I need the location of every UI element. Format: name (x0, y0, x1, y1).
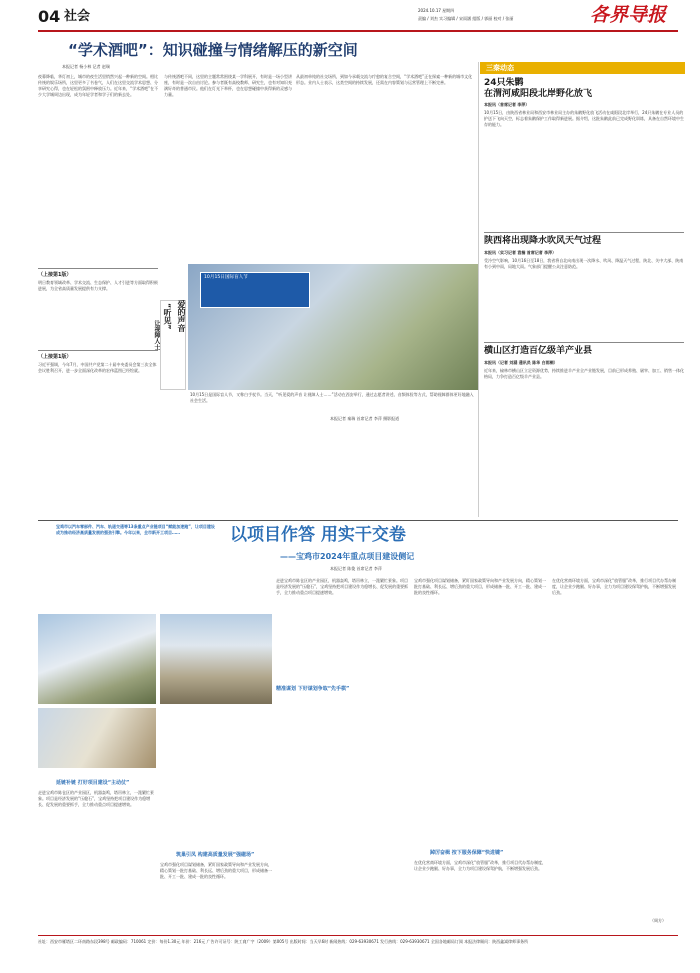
page-editors: 责编 / 刘杰 实习编辑 / 宋雨涵 组版 / 郭丽 校对 / 张丽 (418, 16, 514, 21)
news-item1-label: （上接第1版） (38, 272, 72, 278)
article2-lead: 宝鸡市以汽车零部件、汽车、轨道交通等13条重点产业链项目“赋能加速跑”，让项目建设成为推动经济高质量发展的强劲引擎。今年以来，全市新开工项目…… (56, 524, 215, 535)
news-item2-body: 习近平强调，今年7月，中国共产党第二十届中央委员会第三次全体会议胜利召开，进一步全面深化改革的宏伟蓝图已经绘就。 (38, 362, 157, 373)
project-photo-3 (38, 708, 156, 768)
article1-body-mid: 与传统酒吧不同，这里的主题常常围绕某一学科展开，有时是一场小型讲座，有时是一次自由讨论。参与者既有高校教师、研究生，也有对知识充满好奇的普通市民。他们在灯光下举杯，也在思想碰撞中获得新的灵感与力量。 (164, 74, 292, 97)
article2-sec4: 踔厉奋楫 按下服务保障“快进键” (430, 850, 504, 856)
column-divider (478, 62, 479, 517)
story2-title: 陕西将出现降水吹风天气过程 (484, 236, 602, 246)
divider (38, 268, 158, 269)
photo-credit: 本报记者 秦瑞 首席记者 李萍 摄影报道 (330, 416, 400, 421)
story2-body: 受冷空气影响，10月16日至18日，我省将自北向南出现一次降水、吹风、降温天气过程，陕北、关中大部、陕南有小到中雨，局地大雨。气象部门提醒公众注意防范。 (484, 258, 684, 269)
article2-body-b: 宝鸡市强化项目谋划储备，紧盯国家政策导向和产业发展方向，精心策划一批打基础、利长远、增后劲的重大项目，形成储备一批、开工一批、建成一批的良性循环。 (414, 578, 546, 595)
article2-byline: 本报记者 陈俊 首席记者 李萍 (330, 566, 382, 571)
story3-byline: 本报讯（记者 刘涵 通讯员 陈华 白雨桐） (484, 360, 558, 365)
section-name: 社会 (64, 9, 91, 24)
project-photo-2 (160, 614, 272, 704)
divider (484, 342, 684, 343)
footer-info: 社址：西安市雁塔区二环南路东段398号 邮政编码：710061 定价：每份1.30元 年价：216元 广告许可证号：陕工商广字（2009）第005号 出版时间：当天早6时 新闻热线：029-63930671 发行热线：029-63930671 全国各地邮局订阅 本报法律顾问：陕西鑫嵩律师事务所 (38, 939, 529, 944)
header-rule (38, 30, 678, 32)
article2-sec1: 延链补链 打好项目建设“主动仗” (56, 780, 130, 786)
divider (484, 232, 684, 233)
article2-body-mid: 宝鸡市强化项目谋划储备，紧盯国家政策导向和产业发展方向，精心策划一批打基础、利长远、增后劲的重大项目，形成储备一批、开工一批、建成一批的良性循环。 (160, 862, 272, 879)
article1-byline: 本报记者 杨小林 记者 赵瑞 (62, 64, 110, 69)
footer-rule (38, 935, 678, 936)
article2-sec2: 精准谋划 下好谋划争取“先手棋” (276, 686, 350, 692)
story1-byline: 本报讯（首席记者 李萍） (484, 102, 530, 107)
article2-body-c: 在优化营商环境方面，宝鸡市深化“放管服”改革，推行项目代办帮办制度，让企业少跑腿、好办事，全力为项目建设保驾护航，不断增强发展后劲。 (552, 578, 677, 595)
story3-body: 近年来，榆林市横山区立足资源优势，持续推进羊产业全产业链发展，目前已形成养殖、屠宰、加工、销售一体化格局，力争打造百亿级羊产业县。 (484, 368, 684, 379)
masthead-logo: 各界导报 (590, 4, 667, 26)
article2-body-left: 走进宝鸡市陈仓区的产业园区，机器轰鸣，塔吊林立，一派繁忙景象。项目是经济发展的“压舱石”，宝鸡坚持把项目建设作为稳增长、促发展的重要抓手，全力推动重点项目提速增效。 (38, 790, 154, 807)
section-divider (38, 520, 678, 521)
story1-title: 24只朱鹮 在渭河咸阳段北岸野化放飞 (484, 78, 593, 99)
photo-caption: 10月15日是国际盲人节，又称白手杖节。当天，“听见爱的声音 让视障人士……”活动在西安举行，通过志愿者讲述、音频体验等方式，帮助视障群体更好地融入社会生活。 (190, 392, 474, 403)
vertical-banner-2: 爱的声音 (177, 300, 186, 332)
article2-title: 以项目作答 用实干交卷 (230, 525, 406, 545)
article1-body-right: 从最初单纯的社交场所，到如今承载交流与疗愈的复合空间，“学术酒吧”正在探索一种新的城市文化形态。业内人士表示，这类空间的持续发展，还需在内容策划与运营管理上不断完善。 (296, 74, 473, 85)
news-item2-label: （上接第1版） (38, 354, 72, 360)
event-banner (200, 272, 310, 308)
banner-date: 10月15日国际盲人节 (204, 275, 248, 280)
story3-title: 横山区打造百亿级羊产业县 (484, 346, 593, 356)
article2-sec3: 筑巢引凤 构建高质量发展“强磁场” (176, 852, 255, 858)
article1-body-left: 夜幕降临，华灯初上，城市的夜生活里悄然兴起一种新的空间。相比传统的娱乐场所，这里更多了书卷气，人们在这里交流学术思想、分享研究心得，也在轻松的氛围中释放压力。近年来，“学术酒吧”在不少大学城周边出现，成为年轻学者和学子们的新去处。 (38, 74, 159, 97)
project-photo-1 (38, 614, 156, 704)
article2-subtitle: ——宝鸡市2024年重点项目建设侧记 (280, 552, 415, 561)
article2-body-c2: 在优化营商环境方面，宝鸡市深化“放管服”改革，推行项目代办帮办制度，让企业少跑腿、好办事，全力为项目建设保驾护航，不断增强发展后劲。 (414, 860, 547, 871)
article2-end: （周方） (650, 918, 666, 923)
page-number: 04 (38, 7, 61, 26)
issue-date: 2024.10.17 星期四 (418, 8, 455, 13)
story1-body: 10月15日，由陕西省林业局和西安市林业局主办的朱鹮野化放飞活动在咸阳段北岸举行，24只朱鹮在专业人员的护送下飞向天空，标志着朱鹮保护工作取得新进展。据介绍，这批朱鹮此前已完成野化训练，具备在自然环境中生存的能力。 (484, 110, 684, 127)
vertical-banner-3: 让视障人士 (153, 320, 160, 350)
article1-title: “学术酒吧”：知识碰撞与情绪解压的新空间 (68, 41, 358, 59)
banner-text-1: “听见” (163, 303, 172, 330)
news-item1-body: 明日教育领域改革、学术交流、生态保护、人才引进等方面取得积极进展，为全省高质量发展提供有力支撑。 (38, 280, 158, 291)
divider (38, 350, 158, 351)
story2-byline: 本报讯（实习记者 袁楠 首席记者 李萍） (484, 250, 557, 255)
article2-body-a: 走进宝鸡市陈仓区的产业园区，机器轰鸣，塔吊林立，一派繁忙景象。项目是经济发展的“压舱石”，宝鸡坚持把项目建设作为稳增长、促发展的重要抓手，全力推动重点项目提速增效。 (276, 578, 409, 595)
sidebar-label: 三秦动态 (480, 62, 685, 74)
